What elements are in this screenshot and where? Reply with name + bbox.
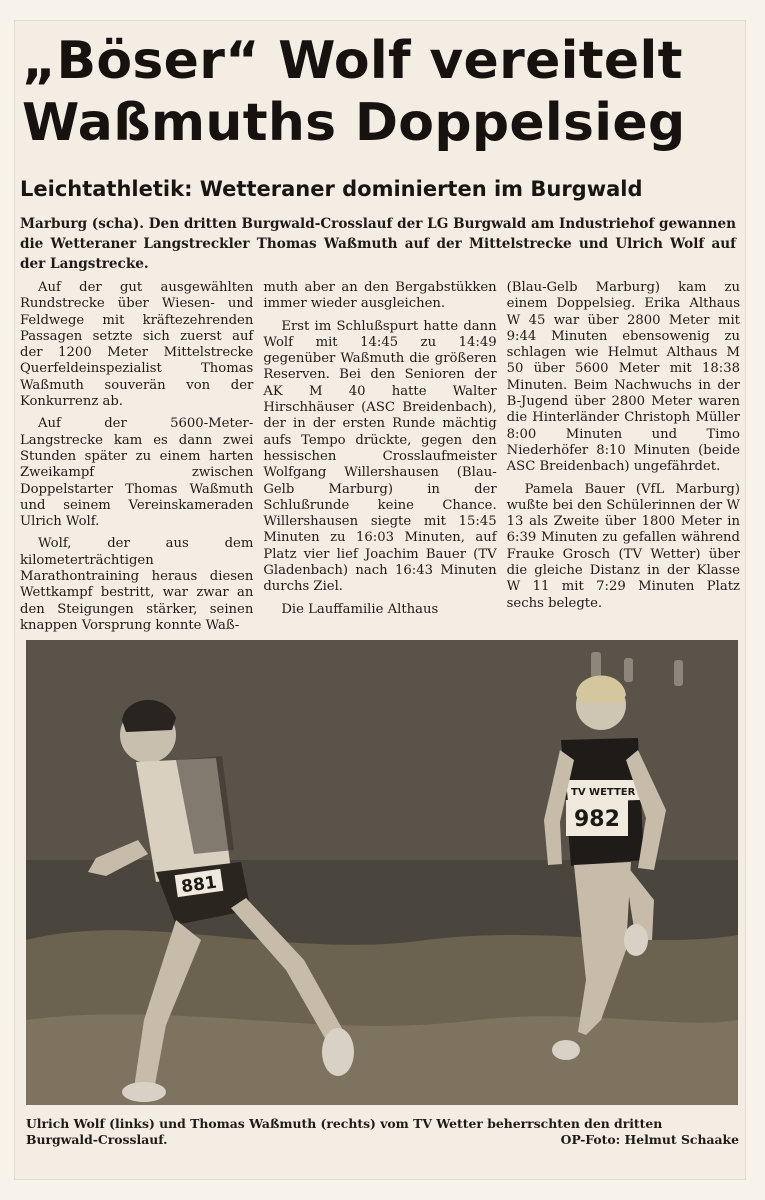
shirt-club-text: TV WETTER bbox=[571, 787, 636, 798]
photo-illustration bbox=[26, 640, 738, 1105]
paragraph: (Blau-Gelb Marburg) kam zu einem Doppelsieg. Erika Althaus W 45 war über 2800 Meter mit 9:44 Minuten ebensowenig zu schlagen wie Helmut Althaus M 50 über 5600 Meter mit 18:38 Minuten. Beim Nachwuchs in der B-Jugend über 2800 Meter waren die Hinterländer Christoph Müller 8:00 Minuten und Timo Niederhöfer 8:10 Minuten (beide ASC Breidenbach) ungefährdet. bbox=[506, 280, 740, 475]
lead-paragraph: Marburg (scha). Den dritten Burgwald-Crosslauf der LG Burgwald am Industriehof gewannen die Wetteraner Langstreckler Thomas Waßmuth auf der Mittelstrecke und Ulrich Wolf auf der Langstrecke. bbox=[20, 216, 736, 272]
article-columns bbox=[20, 280, 740, 632]
subheadline: Leichtathletik: Wetteraner dominierten im Burgwald bbox=[20, 177, 643, 201]
bib-number-left: 881 bbox=[180, 872, 218, 898]
headline-line-2: Waßmuths Doppelsieg bbox=[22, 93, 686, 153]
column-2 bbox=[263, 280, 496, 632]
paragraph: Erst im Schlußspurt hatte dann Wolf mit 14:45 zu 14:49 gegenüber Waßmuth die größeren Reserven. Bei den Senioren der AK M 40 hatte Walter Hirschhäuser (ASC Breidenbach), der in der ersten Runde mächtig aufs Tempo drückte, gegen den hessischen Crosslaufmeister Wolfgang Willershausen (Blau-Gelb Marburg) in der Schlußrunde keine Chance. Willershausen siegte mit 15:45 Minuten zu 16:03 Minuten, auf Platz vier lief Joachim Bauer (TV Gladenbach) nach 16:43 Minuten durchs Ziel. bbox=[263, 318, 497, 595]
column-3 bbox=[507, 280, 740, 632]
photo-credit: OP-Foto: Helmut Schaake bbox=[560, 1132, 739, 1147]
headline-line-1: „Böser“ Wolf vereitelt bbox=[22, 31, 683, 91]
paragraph: Pamela Bauer (VfL Marburg) wußte bei den Schülerinnen der W 13 als Zweite über 1800 Meter in 6:39 Minuten zu gefallen während Frauke Grosch (TV Wetter) über die gleiche Distanz in der Klasse W 11 mit 7:29 Minuten Platz sechs belegte. bbox=[506, 481, 740, 611]
race-photo bbox=[26, 640, 738, 1105]
column-1 bbox=[20, 280, 253, 632]
paragraph: Die Lauffamilie Althaus bbox=[281, 601, 439, 617]
paragraph: Wolf, der aus dem kilometerträchtigen Marathontraining heraus diesen Wettkampf bestritt, war zwar an den Steigungen stärker, seinen knappen Vorsprung konnte Waß- bbox=[20, 536, 254, 633]
paragraph: Auf der 5600-Meter-Langstrecke kam es dann zwei Stunden später zu einem harten Zweikampf zwischen Doppelstarter Thomas Waßmuth und seinem Vereinskameraden Ulrich Wolf. bbox=[20, 416, 254, 530]
photo-caption: Ulrich Wolf (links) und Thomas Waßmuth (rechts) vom TV Wetter beherrschten den dritten Burgwald-Crosslauf. bbox=[26, 1116, 663, 1147]
paragraph: muth aber an den Bergabstükken immer wieder ausgleichen. bbox=[263, 280, 497, 312]
bib-number-right: 982 bbox=[574, 807, 620, 832]
headline bbox=[22, 30, 742, 154]
paragraph: Auf der gut ausgewählten Rundstrecke über Wiesen- und Feldwege mit kräftezehrenden Passagen setzte sich zuerst auf der 1200 Meter Mittelstrecke Querfeldeinspezialist Thomas Waßmuth souverän von der Konkurrenz ab. bbox=[20, 280, 254, 410]
